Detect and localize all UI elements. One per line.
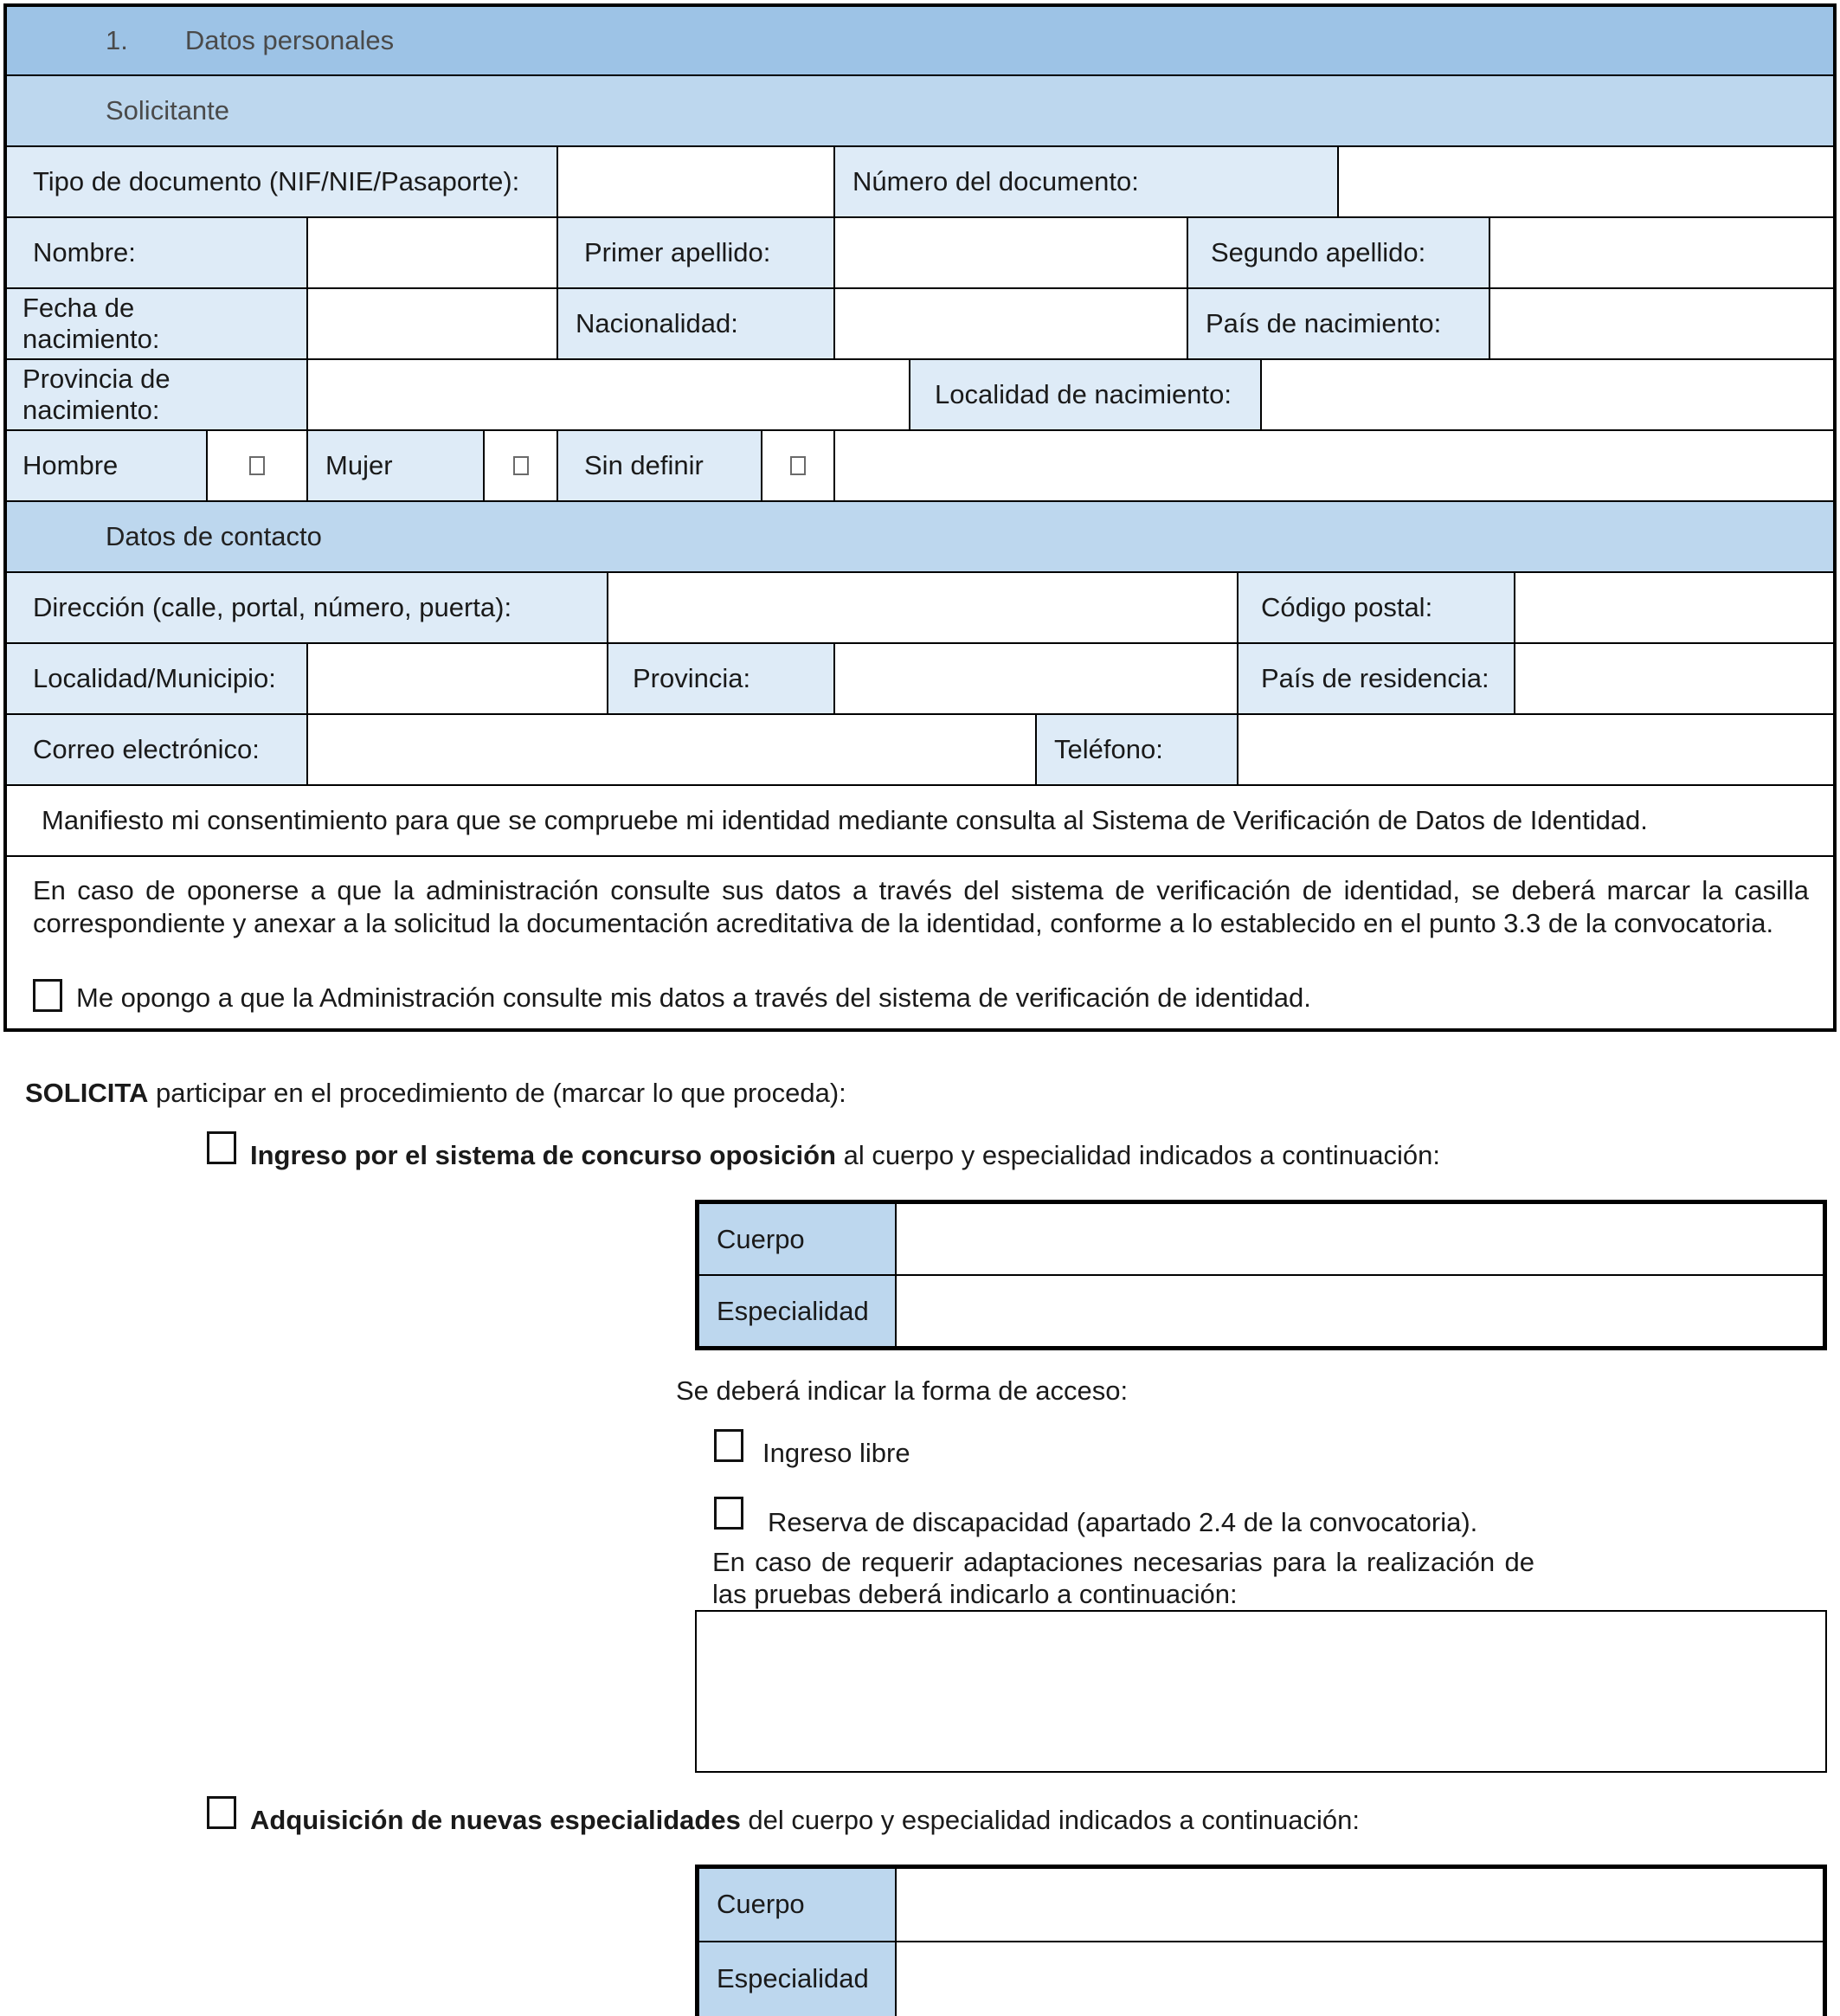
doc-type-label-text: Tipo de documento (NIF/NIE/Pasaporte): <box>33 166 520 196</box>
especialidad-field[interactable] <box>896 1275 1824 1349</box>
email-label <box>7 715 308 786</box>
cuerpo-field[interactable] <box>896 1202 1824 1276</box>
undefined-gender-label <box>558 431 762 502</box>
especialidad-field[interactable] <box>896 1942 1824 2016</box>
access-reserve-checkbox[interactable] <box>714 1497 743 1530</box>
female-label <box>308 431 485 502</box>
request-lead <box>25 1077 846 1109</box>
table-row <box>698 1275 1825 1349</box>
birth-date-label-text: Fecha de nacimiento: <box>23 293 160 354</box>
section-title: Datos personales <box>184 25 395 55</box>
municipality-label-text: Localidad/Municipio: <box>33 663 276 693</box>
email-field[interactable] <box>308 715 1037 786</box>
section-header <box>7 7 1833 76</box>
municipality-label <box>7 644 308 715</box>
residence-country-label-text: País de residencia: <box>1261 663 1489 693</box>
adaptations-text: En caso de requerir adaptaciones necesarias para la realización de las pruebas deberá indicarlo a continuación: <box>712 1547 1534 1609</box>
address-field[interactable] <box>608 573 1238 644</box>
option-concurso-checkbox[interactable] <box>207 1131 236 1164</box>
doc-number-label <box>835 147 1339 218</box>
birth-country-field[interactable] <box>1490 289 1833 360</box>
birth-date-label <box>7 289 308 360</box>
table-row <box>698 1867 1825 1942</box>
nationality-label-text: Nacionalidad: <box>576 308 738 338</box>
address-label <box>7 573 608 644</box>
request-lead-rest: participar en el procedimiento de (marcar lo que proceda): <box>148 1078 846 1108</box>
phone-field[interactable] <box>1238 715 1833 786</box>
opposition-text: En caso de oponerse a que la administración consulte sus datos a través del sistema de verificación de identidad, se deberá marcar la casilla correspondiente y anexar a la solicitud la documentación acreditativa de la identidad, conforme a lo establecido en el punto 3.3 de la convocatoria. <box>33 875 1809 938</box>
consent-statement <box>7 786 1833 857</box>
table-row <box>698 1202 1825 1276</box>
birth-locality-field[interactable] <box>1262 360 1833 431</box>
table-row <box>698 1942 1825 2016</box>
birth-country-label-text: País de nacimiento: <box>1206 308 1442 338</box>
checkbox-icon <box>790 456 806 475</box>
birth-locality-label-text: Localidad de nacimiento: <box>935 379 1232 409</box>
province-label <box>608 644 835 715</box>
male-checkbox[interactable] <box>208 431 308 502</box>
phone-label <box>1037 715 1238 786</box>
applicant-header-label: Solicitante <box>106 95 230 126</box>
surname1-label-text: Primer apellido: <box>584 237 771 267</box>
cuerpo-field[interactable] <box>896 1867 1824 1942</box>
municipality-field[interactable] <box>308 644 608 715</box>
access-prompt: Se deberá indicar la forma de acceso: <box>676 1375 1129 1406</box>
birth-province-label-text: Provincia de nacimiento: <box>23 364 170 425</box>
doc-type-field[interactable] <box>558 147 835 218</box>
doc-number-label-text: Número del documento: <box>852 166 1139 196</box>
option-new-specialties-bold: Adquisición de nuevas especialidades <box>250 1805 741 1835</box>
surname1-field[interactable] <box>835 218 1188 289</box>
birth-date-field[interactable] <box>308 289 558 360</box>
birth-country-label <box>1188 289 1490 360</box>
cuerpo-label: Cuerpo <box>698 1202 897 1276</box>
residence-country-field[interactable] <box>1515 644 1833 715</box>
undefined-gender-checkbox[interactable] <box>762 431 835 502</box>
female-label-text: Mujer <box>325 450 393 480</box>
especialidad-label: Especialidad <box>698 1275 897 1349</box>
first-name-label-text: Nombre: <box>33 237 136 267</box>
residence-country-label <box>1238 644 1515 715</box>
contact-header <box>7 502 1833 573</box>
surname2-field[interactable] <box>1490 218 1833 289</box>
access-free-checkbox[interactable] <box>714 1429 743 1462</box>
opposition-block <box>7 857 1833 1028</box>
doc-type-label <box>7 147 558 218</box>
option-new-specialties-label <box>250 1804 1360 1836</box>
male-label <box>7 431 208 502</box>
checkbox-icon <box>513 456 529 475</box>
phone-label-text: Teléfono: <box>1054 734 1163 764</box>
birth-locality-label <box>910 360 1262 431</box>
opposition-checkbox-label: Me opongo a que la Administración consulte mis datos a través del sistema de verificación de identidad. <box>76 982 1311 1013</box>
postal-code-field[interactable] <box>1515 573 1833 644</box>
contact-header-label: Datos de contacto <box>106 521 322 551</box>
cuerpo-table-2 <box>695 1865 1827 2016</box>
province-field[interactable] <box>835 644 1238 715</box>
email-label-text: Correo electrónico: <box>33 734 260 764</box>
female-checkbox[interactable] <box>485 431 558 502</box>
male-label-text: Hombre <box>23 450 119 480</box>
nationality-label <box>558 289 835 360</box>
applicant-header <box>7 76 1833 147</box>
doc-number-field[interactable] <box>1339 147 1833 218</box>
cuerpo-label: Cuerpo <box>698 1867 897 1942</box>
opposition-checkbox[interactable] <box>33 979 62 1012</box>
cuerpo-table-1 <box>695 1200 1827 1350</box>
first-name-label <box>7 218 308 289</box>
option-concurso-rest: al cuerpo y especialidad indicados a continuación: <box>836 1140 1440 1170</box>
province-label-text: Provincia: <box>633 663 751 693</box>
gender-row-filler <box>835 431 1833 502</box>
first-name-field[interactable] <box>308 218 558 289</box>
option-new-specialties-checkbox[interactable] <box>207 1796 236 1829</box>
checkbox-icon <box>249 456 265 475</box>
surname2-label-text: Segundo apellido: <box>1211 237 1426 267</box>
option-concurso-bold: Ingreso por el sistema de concurso oposición <box>250 1140 836 1170</box>
option-concurso-label <box>250 1139 1440 1171</box>
personal-data-section <box>3 3 1837 1032</box>
surname2-label <box>1188 218 1490 289</box>
postal-code-label-text: Código postal: <box>1261 592 1433 622</box>
birth-province-field[interactable] <box>308 360 910 431</box>
adaptations-textarea[interactable] <box>695 1610 1827 1773</box>
section-number: 1. <box>106 25 128 55</box>
address-label-text: Dirección (calle, portal, número, puerta): <box>33 592 512 622</box>
access-reserve-label: Reserva de discapacidad (apartado 2.4 de la convocatoria). <box>768 1507 1478 1537</box>
postal-code-label <box>1238 573 1515 644</box>
surname1-label <box>558 218 835 289</box>
nationality-field[interactable] <box>835 289 1188 360</box>
undefined-gender-label-text: Sin definir <box>584 450 704 480</box>
request-lead-bold: SOLICITA <box>25 1078 149 1108</box>
consent-text: Manifiesto mi consentimiento para que se compruebe mi identidad mediante consulta al Sistema de Verificación de Datos de Identidad. <box>42 805 1648 835</box>
birth-province-label <box>7 360 308 431</box>
option-new-specialties-rest: del cuerpo y especialidad indicados a continuación: <box>740 1805 1361 1835</box>
especialidad-label: Especialidad <box>698 1942 897 2016</box>
access-free-label: Ingreso libre <box>762 1438 910 1468</box>
